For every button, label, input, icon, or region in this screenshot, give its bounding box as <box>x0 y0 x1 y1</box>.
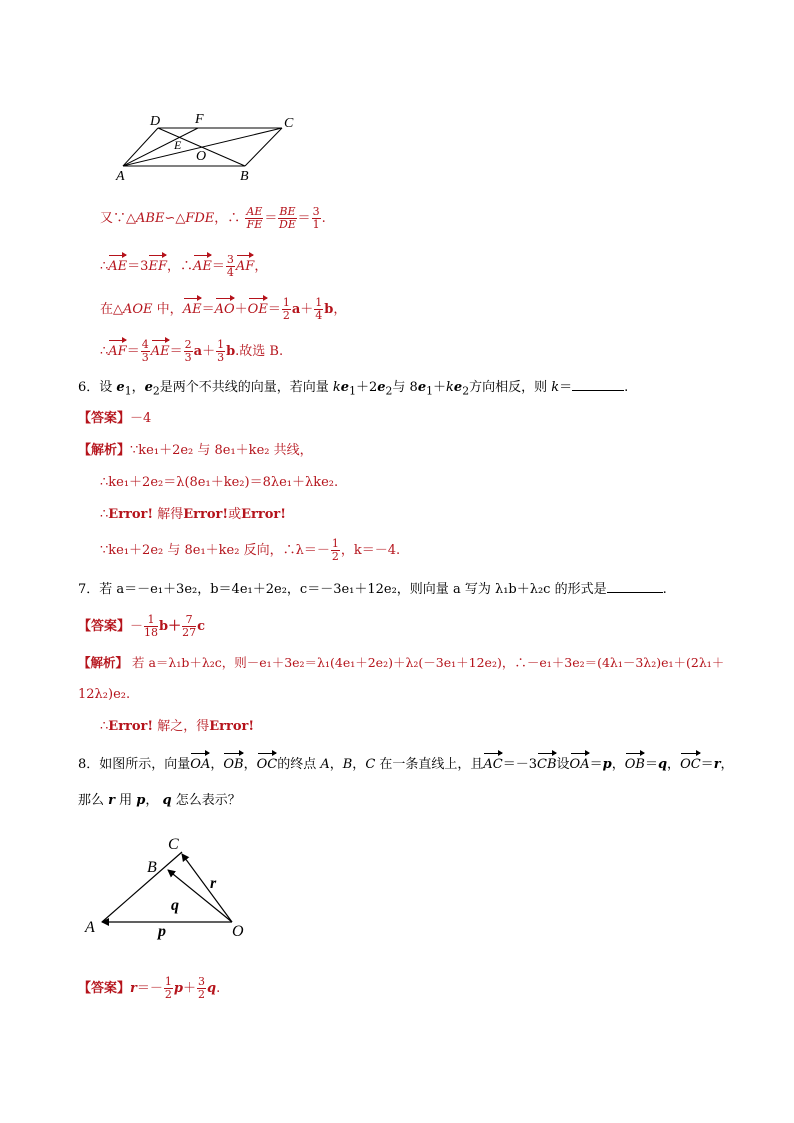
q8-answer: 【答案】r＝－ $\frac{1}{2}$ p＋ $\frac{3}{2}$ q. <box>78 975 221 1001</box>
label-A: A <box>116 169 125 184</box>
q7-analysis-1: 【解析】 若 a＝λ₁b＋λ₂c，则－e₁＋3e₂＝λ₁(4e₁＋2e₂)＋λ₂(－3e₁＋12e₂)，∴－e₁＋3e₂＝(4λ₁－3λ₂)e₁＋(2λ₁＋ <box>78 655 725 670</box>
q6-answer: 【答案】－4 <box>78 411 152 426</box>
fig2-label-p: p <box>158 923 166 940</box>
label-F: F <box>195 112 204 127</box>
fig2-label-C: C <box>168 836 179 853</box>
label-D: D <box>150 114 161 129</box>
fig2-label-q: q <box>171 897 179 914</box>
question-6-stem: 6．设 $e_1$，$e_2$是两个不共线的向量，若向量 $ke_1+2e_2$与 $8e_1+ke_2$方向相反，则 k＝ . <box>78 380 629 398</box>
fig2-label-A: A <box>85 919 95 936</box>
q6-analysis-3: ∴Error! 解得Error!或Error! <box>100 507 286 522</box>
q6-analysis-2: ∴ke₁＋2e₂＝λ(8e₁＋ke₂)＝8λe₁＋λke₂. <box>100 475 339 490</box>
proof-line-4: ∴AF＝ $\frac{4}{3}$ AE＝ $\frac{2}{3}$ a＋ $\frac{1}{3}$ b.故选 B. <box>100 338 284 364</box>
question-8-stem-2: 那么 r 用 p， q 怎么表示？ <box>78 793 241 808</box>
q7-answer: 【答案】－ $\frac{1}{18}$ b＋ $\frac{7}{27}$ c <box>78 613 206 639</box>
question-8-stem-1: 8．如图所示，向量OA，OB，OC的终点 A，B，C 在一条直线上，且AC＝－3CB设OA＝p，OB＝q，OC＝r， <box>78 757 734 772</box>
parallelogram-figure <box>110 108 310 184</box>
vector-triangle-figure <box>80 832 260 944</box>
proof-line-3: 在△AOE 中，AE＝AO＋OE＝ $\frac{1}{2}$ a＋ $\frac{1}{4}$ b， <box>100 296 347 322</box>
answer-blank <box>572 378 624 391</box>
fig2-label-r: r <box>210 875 217 892</box>
label-O: O <box>196 149 207 164</box>
q6-analysis-1: 【解析】∵ke₁＋2e₂ 与 8e₁＋ke₂ 共线， <box>78 443 313 458</box>
q6-analysis-4: ∵ke₁＋2e₂ 与 8e₁＋ke₂ 反向，∴λ＝－ $\frac{1}{2}$ ，k＝－4. <box>100 537 401 563</box>
label-B: B <box>240 169 249 184</box>
q7-analysis-3: ∴Error! 解之，得Error! <box>100 719 255 734</box>
label-C: C <box>284 116 294 131</box>
label-E: E <box>174 138 182 152</box>
fig2-label-B: B <box>147 859 157 876</box>
fig2-label-O: O <box>232 923 244 940</box>
proof-line-2: ∴AE＝3EF，∴AE＝ $\frac{3}{4}$ AF， <box>100 253 268 279</box>
q7-analysis-2: 12λ₂)e₂. <box>78 687 131 702</box>
question-7-stem: 7．若 a＝－e₁＋3e₂，b＝4e₁＋2e₂，c＝－3e₁＋12e₂，则向量 a 写为 λ₁b＋λ₂c 的形式是 . <box>78 582 667 597</box>
proof-line-1: 又∵△ABE∽△FDE，∴ $\frac{AE}{FE}$ ＝ $\frac{BE}{DE}$ ＝ $\frac{3}{1}$ . <box>100 205 326 231</box>
